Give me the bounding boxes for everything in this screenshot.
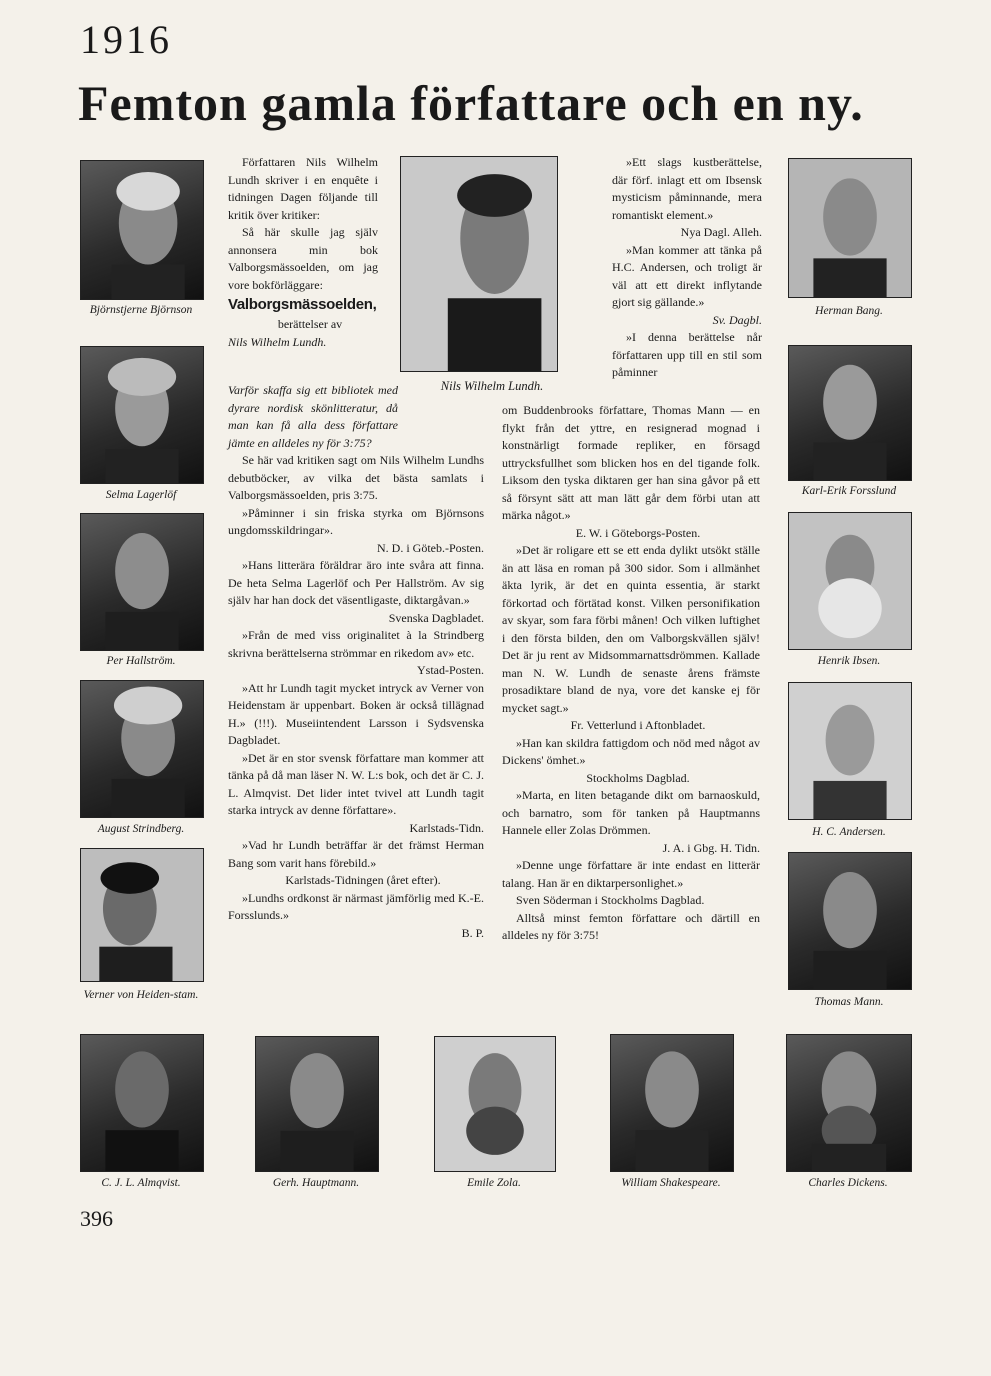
year-heading: 1916 xyxy=(80,17,172,62)
quote-7-source: B. P. xyxy=(461,925,484,940)
portrait-andersen xyxy=(788,682,912,820)
quote-9-source: Sv. Dagbl. xyxy=(712,312,762,327)
quote-14-source: Sven Söderman i Stockholms Dagblad. xyxy=(516,893,705,907)
portrait-shakespeare xyxy=(610,1034,734,1172)
caption-bang: Herman Bang. xyxy=(815,305,883,317)
ad-question: Varför skaffa sig ett bibliotek med dyrare nordisk skönlitteratur, då man kan få alla dess författare jämte en alldeles ny för 3:75? xyxy=(228,383,398,450)
quote-12: »Han kan skildra fattigdom och nöd med något av Dickens' ömhet.» xyxy=(502,735,760,767)
quote-14: »Denne unge författare är inte endast en litterär talang. Han är en diktarpersonlighet.» xyxy=(502,858,760,890)
portrait-strindberg xyxy=(80,680,204,818)
column1-lower xyxy=(228,382,484,942)
quote-8: »Ett slags kustberättelse, där förf. inlagt ett om Ibsensk mysticism påminnande, mera romantiskt element.» xyxy=(612,155,762,222)
quote-11-source: Fr. Vetterlund i Aftonbladet. xyxy=(570,718,706,732)
caption-hauptmann: Gerh. Hauptmann. xyxy=(272,1177,360,1189)
caption-bjornson: Björnstjerne Björnson xyxy=(89,304,193,316)
caption-mann: Thomas Mann. xyxy=(814,996,884,1008)
quote-1-source: N. D. i Göteb.-Posten. xyxy=(377,540,484,555)
column2-lower xyxy=(502,402,760,945)
caption-hallstrom: Per Hallström. xyxy=(106,655,176,667)
quote-5: »Det är en stor svensk författare man kommer att tänka på då man läser N. W. L:s bok, och det är C. J. L. Almqvist. Det lider intet tvivel att Lundh tagit starka intryck av denne författare». xyxy=(228,750,484,817)
caption-andersen: H. C. Andersen. xyxy=(812,826,886,838)
book-author: Nils Wilhelm Lundh. xyxy=(228,334,327,349)
quote-10-start: »I denna berättelse når författaren upp till en stil som påminner xyxy=(612,330,762,379)
portrait-zola xyxy=(434,1036,556,1172)
page-title: Femton gamla författare och en ny. xyxy=(78,75,864,131)
quote-12-source: Stockholms Dagblad. xyxy=(586,770,690,785)
quote-6-source: Karlstads-Tidningen (året efter). xyxy=(285,873,441,887)
caption-dickens: Charles Dickens. xyxy=(808,1177,888,1189)
caption-lagerlof: Selma Lagerlöf xyxy=(105,489,177,501)
quote-3-source: Ystad-Posten. xyxy=(417,663,484,677)
portrait-heidenstam xyxy=(80,848,204,982)
portrait-hauptmann xyxy=(255,1036,379,1172)
column1-upper xyxy=(228,154,378,351)
closing-line: Alltså minst femton författare och därtill en alldeles ny för 3:75! xyxy=(502,910,760,942)
quote-2: »Hans litterära föräldrar äro inte svåra att finna. De heta Selma Lagerlöf och Per Hallström. Av sig själv har han dock det väsentligaste, diktargåvan.» xyxy=(228,558,484,607)
portrait-dickens xyxy=(786,1034,912,1172)
portrait-almqvist xyxy=(80,1034,204,1172)
quote-13: »Marta, en liten betagande dikt om barnaoskuld, och barnatro, som för tanken på Hauptmanns Hannele eller Zolas Drömmen. xyxy=(502,788,760,837)
quote-10-cont: om Buddenbrooks författare, Thomas Mann — en flykt från det yttre, en resignerad mognad i konstnärligt formade repliker, en försagd uttrycksfullhet som blicken hos en del tigande folk. Liksom den tyska diktaren ger han sina gåvor på ett så försynt sätt att man lätt går dem förbi utan att märka något.» xyxy=(502,403,760,522)
quote-intro: Se här vad kritiken sagt om Nils Wilhelm Lundhs debutböcker, av vilka det bästa samlats i Valborgsmässoelden, pris 3:75. xyxy=(228,453,484,502)
caption-lundh: Nils Wilhelm Lundh. xyxy=(440,379,544,393)
quote-6: »Vad hr Lundh beträffar är det främst Herman Bang som varit hans förebild.» xyxy=(228,838,484,870)
quote-1: »Påminner i sin friska styrka om Björnsons ungdomsskildringar». xyxy=(228,505,484,537)
intro-paragraph: Författaren Nils Wilhelm Lundh skriver i en enquête i tidningen Dagen följande till kritik över kritiker: xyxy=(228,155,378,222)
page-number: 396 xyxy=(80,1206,113,1231)
caption-shakespeare: William Shakespeare. xyxy=(621,1177,721,1189)
quote-13-source: J. A. i Gbg. H. Tidn. xyxy=(662,840,760,855)
caption-almqvist: C. J. L. Almqvist. xyxy=(101,1177,181,1189)
column2-upper xyxy=(612,154,762,382)
quote-4: »Att hr Lundh tagit mycket intryck av Verner von Heidenstam är uppenbart. Boken är också tillägnad H.» (!!!). Museiintendent Larsson i Sydsvenska Dagbladet. xyxy=(228,680,484,747)
caption-ibsen: Henrik Ibsen. xyxy=(817,655,881,667)
announce-paragraph: Så här skulle jag själv annonsera min bok Valborgsmässoelden, om jag vore bokförläggare: xyxy=(228,225,378,292)
quote-11: »Det är roligare ett se ett enda dylikt utsökt ställe än att läsa en roman på 300 sidor. Som i allmänhet äkta lyrik, är det en quinta essentia, är starkt förkortad och förtätad konst. Vilken personifikation av skyar, som fara förbi månen! Och vilken luftighet i den första bilden, den om Valborgskvällen själv! Det är ju rent av Midsommarnattsdrömmen. Kallade man N. W. Lundh de senaste årens främste prosadiktare bland de nya, vore det kanske ej för mycket sagt.» xyxy=(502,543,760,715)
caption-heidenstam: Verner von Heiden-stam. xyxy=(83,989,199,1001)
caption-forsslund: Karl-Erik Forsslund xyxy=(801,485,897,497)
caption-strindberg: August Strindberg. xyxy=(97,823,185,835)
quote-7: »Lundhs ordkonst är närmast jämförlig med K.-E. Forsslunds.» xyxy=(228,890,484,922)
portrait-forsslund xyxy=(788,345,912,481)
quote-10-source: E. W. i Göteborgs-Posten. xyxy=(575,525,701,540)
quote-3: »Från de med viss originalitet à la Strindberg skrivna berättelserna strömmar en rikedom av» etc. xyxy=(228,628,484,660)
portrait-lagerlof xyxy=(80,346,204,484)
portrait-bang xyxy=(788,158,912,298)
quote-2-source: Svenska Dagbladet. xyxy=(388,610,484,625)
book-subtitle: berättelser av xyxy=(277,317,343,331)
quote-9: »Man kommer att tänka på H.C. Andersen, och troligt är väl att ett direkt inflytande gjort sig gällande.» xyxy=(612,242,762,309)
portrait-mann xyxy=(788,852,912,990)
book-title: Valborgsmässoelden, xyxy=(228,296,377,313)
portrait-ibsen xyxy=(788,512,912,650)
portrait-hallstrom xyxy=(80,513,204,651)
caption-zola: Emile Zola. xyxy=(467,1177,521,1189)
portrait-lundh xyxy=(400,156,558,372)
quote-5-source: Karlstads-Tidn. xyxy=(409,820,484,835)
quote-8-source: Nya Dagl. Alleh. xyxy=(680,225,762,239)
portrait-bjornson xyxy=(80,160,204,300)
